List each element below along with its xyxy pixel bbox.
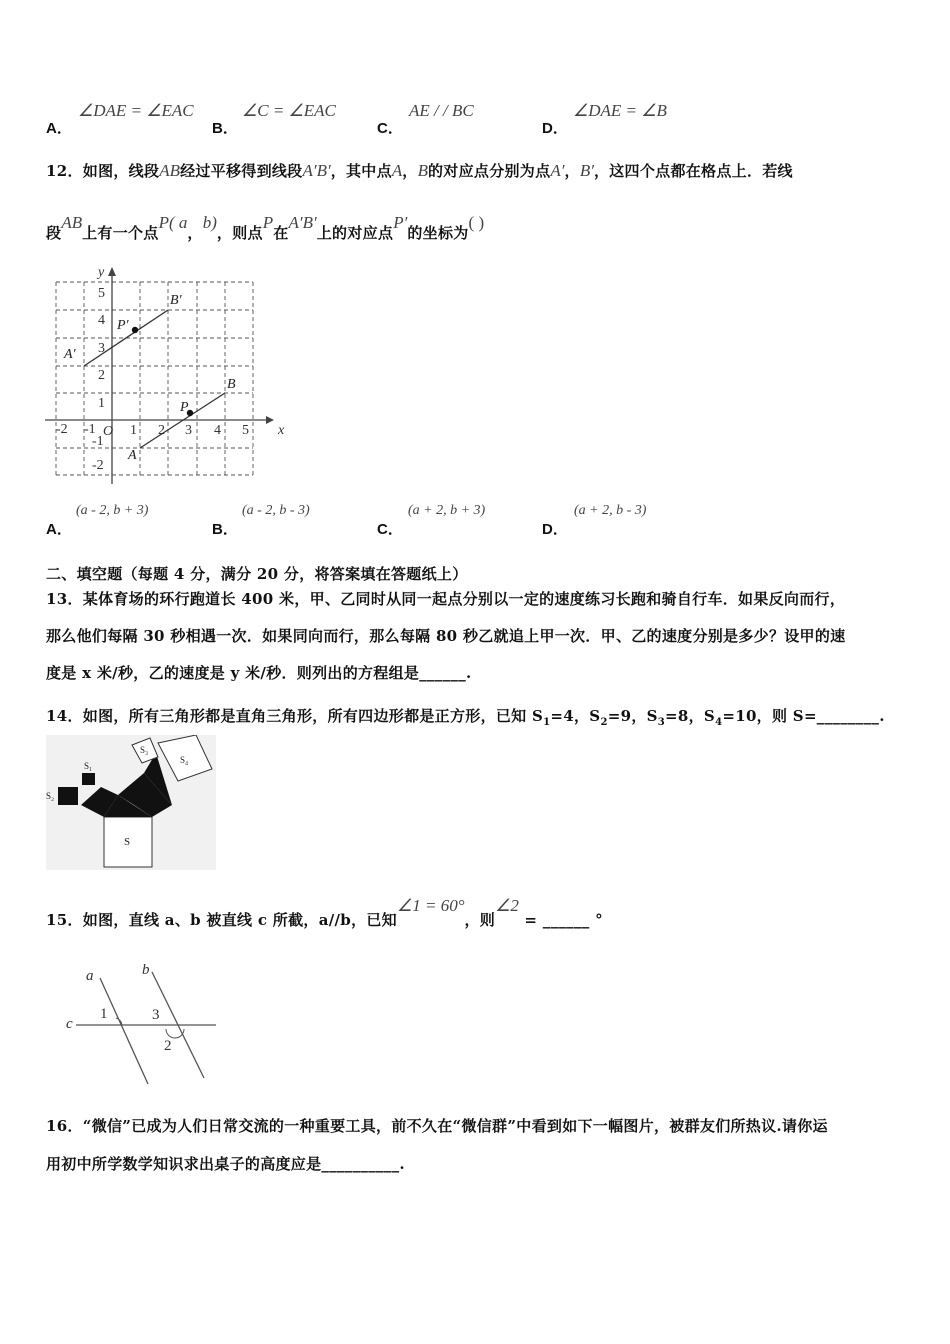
label-angle-3: 3 (152, 1007, 160, 1023)
y-tick: 2 (98, 368, 105, 383)
q12-option-c-label: C． (377, 521, 403, 538)
q12-math: A′B′ (288, 213, 317, 232)
point-a1-label: A′ (64, 347, 76, 362)
q11-option-b-expr: ∠C = ∠EAC (242, 101, 336, 120)
q16-line-1: 16．“微信”已成为人们日常交流的一种重要工具，前不久在“微信群”中看到如下一幅图片，被群友们所热议.请你运 (46, 1117, 828, 1135)
q14-text (46, 705, 885, 728)
q15-text-part: ，则 (464, 911, 496, 929)
q14-subscript: 2 (600, 717, 608, 728)
point-b-label: B (227, 377, 236, 392)
q11-option-b-label: B． (212, 120, 238, 137)
label-s: S (124, 836, 131, 848)
q14-text-part: =4，S (550, 707, 601, 725)
label-c: c (66, 1016, 73, 1032)
axes (45, 267, 274, 484)
q15-math-given: ∠1 = 60° (396, 896, 465, 915)
q15-text (46, 895, 603, 929)
point-b1-label: B′ (170, 293, 182, 308)
q11-option-d-label: D． (542, 120, 568, 137)
q13-line-3: 度是 x 米/秒，乙的速度是 y 米/秒．则列出的方程组是______. (46, 664, 472, 682)
q12-text: ，其中点 (330, 162, 392, 180)
q11-option-c-label: C． (377, 120, 403, 137)
q15-parallel-lines-figure (60, 958, 230, 1088)
square-s2 (58, 787, 78, 805)
label-b: b (142, 962, 150, 978)
q15-text-part: 15．如图，直线 a、b 被直线 c 所截，a//b，已知 (46, 911, 397, 929)
label-s2: S₂ (46, 791, 55, 801)
q12-number: 12． (46, 162, 83, 180)
q11-option-a-label: A． (46, 120, 72, 137)
q12-math: b) (202, 213, 217, 232)
q12-math: P′ (393, 213, 408, 232)
label-s4: S₄ (180, 755, 189, 765)
section-heading: 二、填空题（每题 4 分，满分 20 分，将答案填在答题纸上） (46, 565, 468, 583)
q12-text: 的对应点分别为点 (428, 162, 551, 180)
q12-text: 段 (46, 224, 62, 242)
x-tick: -2 (56, 422, 68, 437)
y-tick: -2 (92, 458, 104, 473)
q12-grid-figure (40, 262, 290, 492)
q12-text: 如图，线段 (82, 162, 160, 180)
q14-subscript: 4 (715, 717, 723, 728)
q11-option-a-expr: ∠DAE = ∠EAC (78, 101, 194, 120)
q15-math-angle: ∠2 (495, 896, 519, 915)
q12-answer-bracket: ( ) (468, 213, 485, 232)
q12-option-d-label: D． (542, 521, 568, 538)
q12-line-2 (46, 212, 484, 242)
point-a-label: A (128, 448, 137, 463)
y-tick: 1 (98, 396, 105, 411)
label-s3: S₃ (140, 745, 149, 755)
q11-option-d-expr: ∠DAE = ∠B (573, 101, 667, 120)
y-tick: 3 (98, 341, 105, 356)
label-a: a (86, 968, 94, 984)
q12-text: ，这四个点都在格点上．若线 (593, 162, 793, 180)
q12-text: 在 (273, 224, 289, 242)
q14-text-part: =10，则 S=________. (722, 707, 885, 725)
q13-line-2: 那么他们每隔 30 秒相遇一次．如果同向而行，那么每隔 80 秒乙就追上甲一次．甲、乙的速度分别是多少？设甲的速 (46, 627, 846, 645)
q12-text: ， (564, 162, 580, 180)
q12-option-a-label: A． (46, 521, 72, 538)
q12-math: AB (61, 213, 83, 232)
q14-subscript: 1 (543, 717, 551, 728)
x-tick: -1 (84, 422, 96, 437)
q16-line-2: 用初中所学数学知识求出桌子的高度应是__________. (46, 1155, 405, 1173)
point-p1-label: P′ (117, 318, 129, 333)
label-angle-2: 2 (164, 1038, 172, 1054)
q12-text: ，则点 (216, 224, 263, 242)
q15-answer-blank: = ______ ° (518, 911, 603, 929)
q12-text: 的坐标为 (407, 224, 469, 242)
grid-lines (56, 282, 253, 475)
x-tick: 5 (242, 423, 249, 438)
q14-subscript: 3 (657, 717, 666, 728)
x-tick: 3 (185, 423, 192, 438)
q12-math: B′ (579, 161, 594, 180)
x-tick: 1 (130, 423, 137, 438)
square-s1 (82, 773, 95, 785)
q12-text: ， (187, 224, 203, 242)
q14-text-part: 14．如图，所有三角形都是直角三角形，所有四边形都是正方形，已知 S (46, 707, 544, 725)
q12-option-c-expr: (a + 2, b + 3) (408, 503, 486, 518)
y-tick: 4 (98, 313, 105, 328)
q12-option-a-expr: (a - 2, b + 3) (76, 503, 149, 518)
q12-text: 经过平移得到线段 (180, 162, 303, 180)
point-p-label: P (180, 400, 189, 415)
axis-x-label: x (278, 423, 285, 438)
point-p1 (132, 327, 138, 333)
q12-math: P (262, 213, 274, 232)
q12-math: AB (159, 161, 181, 180)
q11-option-c-expr: AE / / BC (409, 101, 474, 120)
line-a (100, 978, 148, 1084)
q14-text-part: =9，S (607, 707, 658, 725)
q13-line-1: 13．某体育场的环行跑道长 400 米，甲、乙同时从同一起点分别以一定的速度练习长跑和骑自行车．如果反向而行， (46, 590, 846, 608)
y-tick: 5 (98, 286, 105, 301)
q12-text: 上的对应点 (316, 224, 394, 242)
q14-text-part: =8，S (665, 707, 716, 725)
q12-math: A (391, 161, 403, 180)
x-tick: 4 (214, 423, 221, 438)
q12-math: B (417, 161, 428, 180)
x-tick: 2 (158, 423, 165, 438)
label-s1: S₁ (84, 761, 93, 771)
q12-math: A′ (550, 161, 565, 180)
q12-option-b-label: B． (212, 521, 238, 538)
axis-y-label: y (98, 265, 105, 280)
label-angle-1: 1 (100, 1006, 108, 1022)
q12-text: ， (402, 162, 418, 180)
q12-line-1 (46, 160, 793, 184)
q14-squares-figure (46, 735, 216, 870)
q12-text: 上有一个点 (82, 224, 159, 242)
q12-math: A′B′ (302, 161, 331, 180)
q12-math: P( a (158, 213, 188, 232)
origin-label: O (103, 424, 114, 439)
q12-option-b-expr: (a - 2, b - 3) (242, 503, 310, 518)
q12-option-d-expr: (a + 2, b - 3) (574, 503, 647, 518)
y-tick: -1 (92, 434, 104, 449)
